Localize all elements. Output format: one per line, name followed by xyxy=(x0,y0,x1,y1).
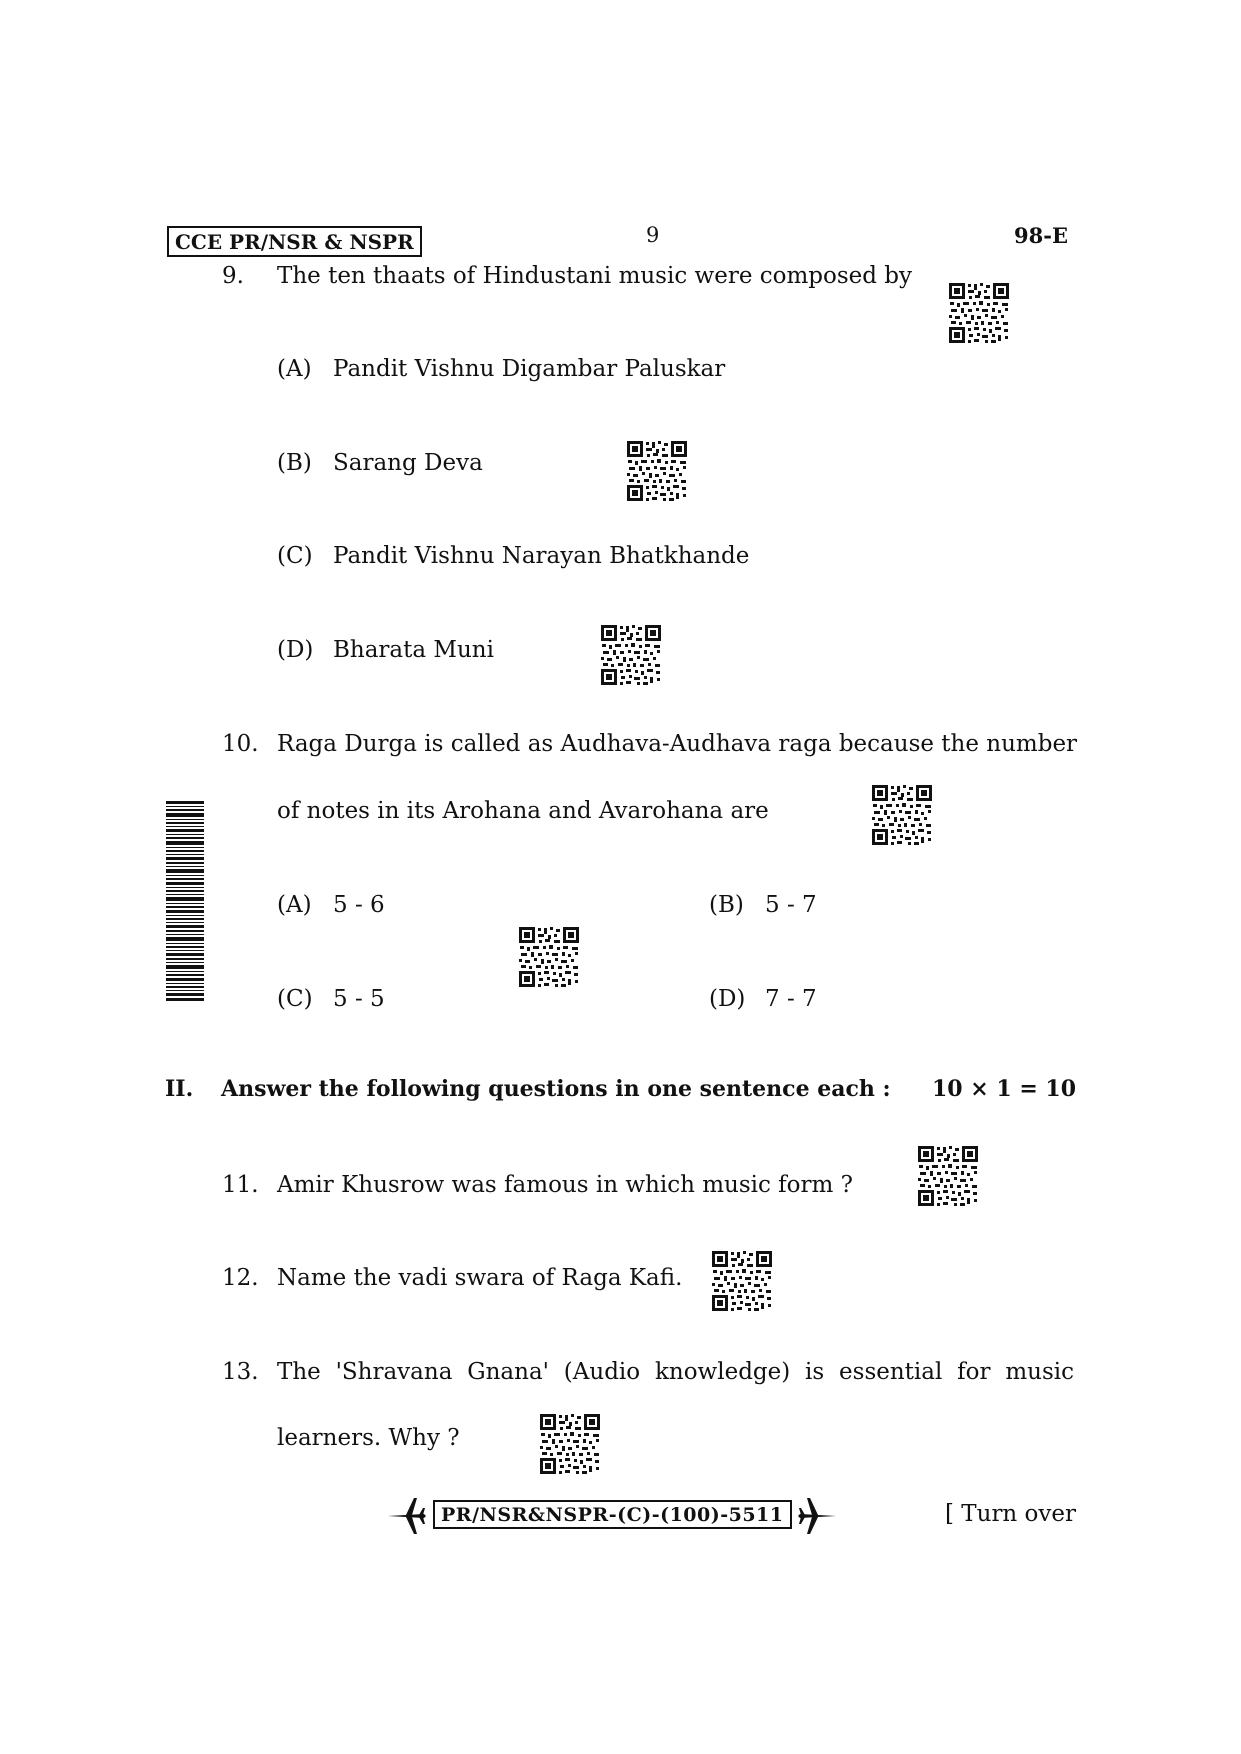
qr-code-icon xyxy=(626,440,688,502)
option-text: Bharata Muni xyxy=(333,637,494,663)
option-label: (C) xyxy=(277,543,313,569)
question-text-line1: Raga Durga is called as Audhava-Audhava raga because the number xyxy=(277,731,1078,757)
section-roman: II. xyxy=(165,1076,194,1102)
question-number: 12. xyxy=(222,1265,259,1291)
option-label: (D) xyxy=(277,637,314,663)
option-text: 5 - 7 xyxy=(765,892,817,918)
option-text: 5 - 5 xyxy=(333,986,385,1012)
question-number: 13. xyxy=(222,1359,259,1385)
header-left-code: CCE PR/NSR & NSPR xyxy=(167,226,422,257)
airplane-left-icon xyxy=(386,1495,428,1537)
qr-code-icon xyxy=(711,1250,773,1312)
qr-code-icon xyxy=(600,624,662,686)
question-number: 11. xyxy=(222,1172,259,1198)
section-instruction: Answer the following questions in one sentence each : xyxy=(221,1076,891,1102)
option-label: (B) xyxy=(709,892,744,918)
question-text: Name the vadi swara of Raga Kafi. xyxy=(277,1265,683,1291)
option-label: (A) xyxy=(277,892,312,918)
question-text-line2: learners. Why ? xyxy=(277,1425,460,1451)
page-number: 9 xyxy=(646,223,660,247)
section-marks: 10 × 1 = 10 xyxy=(932,1076,1077,1102)
qr-code-icon xyxy=(948,282,1010,344)
option-label: (C) xyxy=(277,986,313,1012)
airplane-right-icon xyxy=(796,1495,838,1537)
question-text-line1: The 'Shravana Gnana' (Audio knowledge) is essential for music xyxy=(277,1359,1074,1385)
question-text-line2: of notes in its Arohana and Avarohana are xyxy=(277,798,769,824)
qr-code-icon xyxy=(518,926,580,988)
option-text: 7 - 7 xyxy=(765,986,817,1012)
option-label: (A) xyxy=(277,356,312,382)
option-label: (B) xyxy=(277,450,312,476)
option-label: (D) xyxy=(709,986,746,1012)
barcode-icon xyxy=(166,801,204,1001)
question-number: 10. xyxy=(222,731,259,757)
turn-over-text: [ Turn over xyxy=(945,1501,1077,1527)
option-text: Pandit Vishnu Digambar Paluskar xyxy=(333,356,726,382)
option-text: 5 - 6 xyxy=(333,892,385,918)
option-text: Sarang Deva xyxy=(333,450,483,476)
qr-code-icon xyxy=(871,784,933,846)
header-right-code: 98-E xyxy=(1014,223,1068,248)
question-text: The ten thaats of Hindustani music were composed by xyxy=(277,263,913,289)
qr-code-icon xyxy=(917,1145,979,1207)
question-text: Amir Khusrow was famous in which music form ? xyxy=(277,1172,853,1198)
footer-code: PR/NSR&NSPR-(C)-(100)-5511 xyxy=(433,1500,792,1529)
question-number: 9. xyxy=(222,263,244,289)
option-text: Pandit Vishnu Narayan Bhatkhande xyxy=(333,543,750,569)
qr-code-icon xyxy=(539,1413,601,1475)
